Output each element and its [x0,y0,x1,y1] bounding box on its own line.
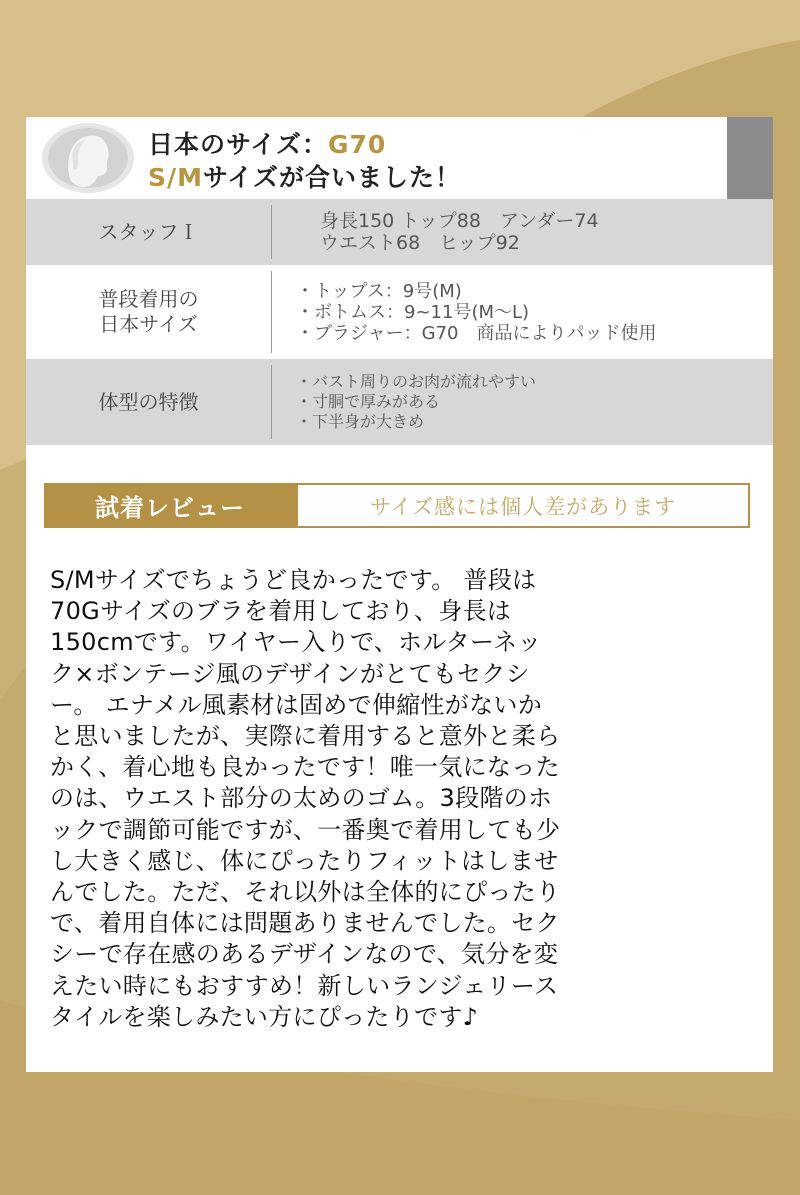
review-text [50,565,750,1033]
review-line: ー。 エナメル風素材は固めで伸縮性がないか [50,690,543,719]
review-disclaimer: サイズ感には個人差があります [296,483,750,528]
header-accent-bar [727,117,773,199]
review-line: かく、着心地も良かったです！唯一気になった [50,753,560,782]
label-line: 日本サイズ [99,312,198,336]
row-label-staff: スタッフＩ [98,219,199,244]
body-feature: ・下半身が大きめ [296,412,425,431]
column-divider [271,205,272,259]
review-line: のは、ウエスト部分の太めのゴム。3段階のホ [50,784,553,813]
review-line: し大きく感じ、体にぴったりフィットはしませ [50,846,559,875]
column-divider [271,365,272,439]
fit-size-text: サイズが合いました！ [203,163,462,192]
review-line: ックで調節可能ですが、一番奥で着用しても少 [50,815,561,844]
review-line: タイルを楽しみたい方にぴったりです♪ [50,1002,479,1031]
fit-size-value: S/M [148,163,204,192]
bra-size: ・ブラジャー：G70 商品によりパッド使用 [296,322,657,344]
row-label-body-type: 体型の特徴 [98,389,199,414]
bottoms-size: ・ボトムス：9~11号(M～L) [296,301,530,323]
review-line: んでした。ただ、それ以外は全体的にぴったり [50,878,561,907]
table-row [26,359,773,445]
japan-size-label: 日本のサイズ： [148,130,329,159]
row-label-usual-size [26,265,271,359]
tops-size: ・トップス：9号(M) [296,280,462,302]
review-line: 70Gサイズのブラを着用しており、身長は [50,597,512,626]
review-title: 試着レビュー [44,483,296,528]
body-feature: ・バスト周りのお肉が流れやすい [296,372,537,391]
woman-silhouette-icon [40,121,136,195]
review-line: えたい時にもおすすめ！新しいランジェリース [50,971,559,1000]
review-line: ク×ボンテージ風のデザインがとてもセクシ [50,659,530,688]
review-line: で、着用自体には問題ありませんでした。セク [50,909,560,938]
japan-size-line [148,125,386,161]
body-feature: ・寸胴で厚みがある [296,392,441,411]
label-line: 普段着用の [98,287,199,311]
row-value-staff [296,199,765,265]
fit-size-line [148,158,461,194]
staff-measurements-2: ウエスト68 ヒップ92 [320,232,520,254]
review-line: シーで存在感のあるデザインなので、気分を変 [50,940,559,969]
japan-size-value: G70 [328,130,387,159]
review-line: S/Mサイズでちょうど良かったです。 普段は [50,566,537,594]
table-row [26,199,773,265]
size-header [26,117,773,199]
row-value-usual-size [296,265,765,359]
review-banner [44,483,750,528]
row-value-body-type [296,359,765,445]
review-line: 150cmです。ワイヤー入りで、ホルターネッ [50,628,542,657]
table-row [26,265,773,359]
staff-measurements-1: 身長150 トップ88 アンダー74 [320,210,599,232]
review-line: と思いましたが、実際に着用すると意外と柔ら [50,722,561,751]
review-card [26,117,773,1072]
staff-info-table [26,199,773,445]
column-divider [271,271,272,353]
